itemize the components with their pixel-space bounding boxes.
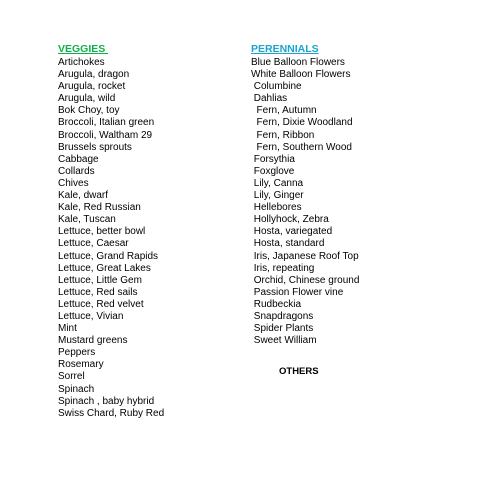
veggie-item: Broccoli, Waltham 29 xyxy=(58,129,153,141)
perennial-item: Fern, Southern Wood xyxy=(251,141,352,153)
perennial-item: Foxglove xyxy=(251,165,295,177)
veggie-item: Arugula, rocket xyxy=(58,81,126,93)
perennial-item: Fern, Autumn xyxy=(251,105,317,117)
perennial-item: Hollyhock, Zebra xyxy=(251,214,329,226)
veggie-item: Spinach xyxy=(58,383,95,395)
veggies-column xyxy=(58,43,164,420)
others-heading: OTHERS xyxy=(279,366,319,377)
veggie-item: Arugula, dragon xyxy=(58,69,130,81)
perennial-item: Hosta, standard xyxy=(251,238,325,250)
veggie-item: Lettuce, Great Lakes xyxy=(58,262,151,274)
veggie-item: Rosemary xyxy=(58,359,104,371)
perennial-item: Iris, repeating xyxy=(251,262,315,274)
perennial-item: Lily, Canna xyxy=(251,177,304,189)
perennial-item: Hellebores xyxy=(251,202,302,214)
veggies-list xyxy=(58,57,164,420)
veggie-item: Lettuce, Caesar xyxy=(58,238,129,250)
perennial-item: Rudbeckia xyxy=(251,298,302,310)
veggie-item: Lettuce, Grand Rapids xyxy=(58,250,159,262)
veggie-item: Mustard greens xyxy=(58,335,128,347)
veggie-item: Peppers xyxy=(58,347,96,359)
perennial-item: Hosta, variegated xyxy=(251,226,333,238)
perennial-item: Dahlias xyxy=(251,93,288,105)
veggie-item: Kale, Tuscan xyxy=(58,214,116,226)
veggie-item: Kale, dwarf xyxy=(58,190,109,202)
veggie-item: Mint xyxy=(58,323,77,335)
perennials-column xyxy=(251,43,359,347)
perennials-list xyxy=(251,57,359,347)
veggie-item: Cabbage xyxy=(58,153,99,165)
veggie-item: Bok Choy, toy xyxy=(58,105,120,117)
perennial-item: Fern, Dixie Woodland xyxy=(251,117,353,129)
perennial-item: Spider Plants xyxy=(251,323,314,335)
veggie-item: Lettuce, Red velvet xyxy=(58,298,144,310)
veggie-item: Spinach , baby hybrid xyxy=(58,395,155,407)
perennial-item: Sweet William xyxy=(251,335,317,347)
perennial-item: White Balloon Flowers xyxy=(251,69,351,81)
veggie-item: Chives xyxy=(58,177,89,189)
veggie-item: Lettuce, better bowl xyxy=(58,226,146,238)
perennials-heading: PERENNIALS xyxy=(251,43,319,55)
perennial-item: Columbine xyxy=(251,81,302,93)
veggie-item: Sorrel xyxy=(58,371,85,383)
veggie-item: Arugula, wild xyxy=(58,93,116,105)
perennial-item: Forsythia xyxy=(251,153,295,165)
perennial-item: Blue Balloon Flowers xyxy=(251,57,345,68)
veggie-item: Brussels sprouts xyxy=(58,141,132,153)
veggie-item: Broccoli, Italian green xyxy=(58,117,155,129)
veggies-heading: VEGGIES xyxy=(58,43,109,55)
veggie-item: Artichokes xyxy=(58,57,105,68)
perennial-item: Orchid, Chinese ground xyxy=(251,274,360,286)
perennial-item: Fern, Ribbon xyxy=(251,129,315,141)
veggie-item: Collards xyxy=(58,165,95,177)
veggie-item: Lettuce, Red sails xyxy=(58,286,138,298)
perennial-item: Lily, Ginger xyxy=(251,190,304,202)
perennial-item: Snapdragons xyxy=(251,310,314,322)
veggie-item: Lettuce, Little Gem xyxy=(58,274,142,286)
veggie-item: Lettuce, Vivian xyxy=(58,310,124,322)
perennial-item: Passion Flower vine xyxy=(251,286,344,298)
veggie-item: Kale, Red Russian xyxy=(58,202,141,214)
perennial-item: Iris, Japanese Roof Top xyxy=(251,250,359,262)
veggie-item: Swiss Chard, Ruby Red xyxy=(58,407,165,419)
